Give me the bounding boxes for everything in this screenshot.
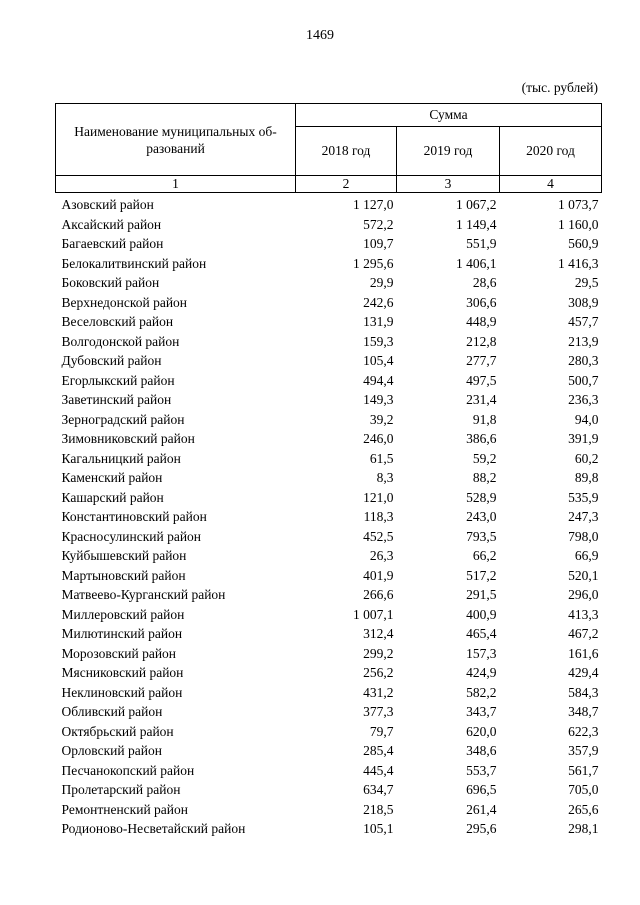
value-2019: 553,7	[466, 762, 497, 778]
value-2020: 236,3	[568, 392, 599, 407]
district-name: Боковский район	[61, 275, 160, 290]
district-name: Зерноградский район	[61, 411, 185, 427]
value-2018: 109,7	[363, 236, 394, 251]
value-2020: 622,3	[568, 723, 599, 739]
value-2019: 1 406,1	[456, 255, 497, 271]
column-number-2: 2	[296, 176, 397, 193]
value-2019: 261,4	[466, 801, 497, 817]
value-2019: 582,2	[466, 684, 497, 700]
value-2019: 343,7	[466, 704, 497, 719]
value-2020: 1 073,7	[558, 197, 599, 212]
table-row	[56, 702, 602, 722]
district-name: Кашарский район	[61, 489, 164, 505]
value-2018: 377,3	[363, 704, 394, 719]
district-name: Обливский район	[61, 704, 163, 719]
value-2020: 161,6	[568, 645, 599, 661]
district-name: Зимовниковский район	[61, 431, 195, 446]
district-name: Верхнедонской район	[61, 294, 188, 310]
value-2018: 285,4	[363, 743, 394, 758]
value-2020: 357,9	[568, 743, 599, 758]
column-number-4: 4	[500, 176, 602, 193]
value-2020: 500,7	[568, 372, 599, 388]
value-2018: 242,6	[363, 294, 394, 310]
header-year-2020: 2020 год	[500, 127, 602, 176]
value-2019: 551,9	[466, 236, 497, 251]
value-2019: 157,3	[466, 645, 497, 661]
page-number: 1469	[306, 28, 334, 43]
district-name: Матвеево-Курганский район	[61, 587, 226, 602]
value-2018: 431,2	[363, 684, 394, 700]
table-row	[56, 332, 602, 352]
table-row	[56, 488, 602, 508]
value-2018: 299,2	[363, 645, 394, 661]
district-name: Неклиновский район	[61, 684, 183, 700]
value-2020: 413,3	[568, 606, 599, 622]
budget-table	[55, 103, 602, 839]
value-2020: 265,6	[568, 801, 599, 817]
value-2018: 256,2	[363, 665, 394, 680]
value-2019: 59,2	[472, 450, 497, 466]
value-2018: 79,7	[369, 723, 394, 739]
value-2018: 401,9	[363, 567, 394, 583]
value-2019: 295,6	[466, 821, 497, 836]
table-row	[56, 663, 602, 683]
value-2020: 296,0	[568, 587, 599, 602]
value-2019: 528,9	[466, 489, 497, 505]
header-year-2018: 2018 год	[296, 127, 397, 176]
table-row	[56, 390, 602, 410]
value-2019: 1 149,4	[456, 216, 497, 232]
table-row	[56, 273, 602, 293]
table-row	[56, 605, 602, 625]
column-number-3: 3	[397, 176, 500, 193]
value-2018: 8,3	[376, 470, 394, 485]
table-row	[56, 410, 602, 430]
value-2020: 247,3	[568, 509, 599, 524]
value-2019: 91,8	[472, 411, 497, 427]
table-header	[56, 104, 602, 193]
value-2020: 561,7	[568, 762, 599, 778]
table-row	[56, 312, 602, 332]
district-name: Мясниковский район	[61, 665, 184, 680]
header-name: Наименование муниципальных об-разований	[56, 104, 296, 176]
value-2020: 467,2	[568, 626, 599, 641]
value-2020: 298,1	[568, 821, 599, 836]
table-row	[56, 780, 602, 800]
value-2018: 118,3	[363, 509, 394, 524]
value-2019: 348,6	[466, 743, 497, 758]
value-2018: 1 007,1	[353, 606, 394, 622]
table-row	[56, 800, 602, 820]
table-row	[56, 371, 602, 391]
value-2020: 1 160,0	[558, 216, 599, 232]
value-2018: 312,4	[363, 626, 394, 641]
district-name: Дубовский район	[61, 353, 162, 368]
district-name: Азовский район	[61, 197, 154, 212]
value-2020: 60,2	[574, 450, 599, 466]
value-2018: 218,5	[363, 801, 394, 817]
table-row	[56, 351, 602, 371]
district-name: Орловский район	[61, 743, 162, 758]
value-2020: 66,9	[574, 548, 599, 563]
value-2018: 266,6	[363, 587, 394, 602]
value-2019: 696,5	[466, 782, 497, 797]
district-name: Октябрьский район	[61, 723, 174, 739]
value-2019: 66,2	[472, 548, 497, 563]
value-2020: 89,8	[574, 470, 599, 485]
value-2019: 277,7	[466, 353, 497, 368]
district-name: Ремонтненский район	[61, 801, 188, 817]
district-name: Белокалитвинский район	[61, 255, 207, 271]
district-name: Аксайский район	[61, 216, 162, 232]
value-2020: 308,9	[568, 294, 599, 310]
value-2019: 448,9	[466, 314, 497, 329]
table-row	[56, 234, 602, 254]
value-2018: 149,3	[363, 392, 394, 407]
district-name: Морозовский район	[61, 645, 177, 661]
district-name: Багаевский район	[61, 236, 164, 251]
value-2019: 465,4	[466, 626, 497, 641]
district-name: Милютинский район	[61, 626, 183, 641]
value-2019: 793,5	[466, 528, 497, 544]
table-row	[56, 819, 602, 839]
units-label: (тыс. рублей)	[521, 80, 598, 95]
value-2018: 159,3	[363, 333, 394, 349]
value-2018: 61,5	[369, 450, 394, 466]
table-row	[56, 644, 602, 664]
value-2019: 1 067,2	[456, 197, 497, 212]
value-2018: 494,4	[363, 372, 394, 388]
value-2019: 517,2	[466, 567, 497, 583]
district-name: Волгодонской район	[61, 333, 180, 349]
table-row	[56, 468, 602, 488]
district-name: Каменский район	[61, 470, 163, 485]
value-2018: 452,5	[363, 528, 394, 544]
table-row	[56, 507, 602, 527]
value-2020: 348,7	[568, 704, 599, 719]
table-row	[56, 293, 602, 313]
value-2018: 29,9	[369, 275, 394, 290]
table-row	[56, 429, 602, 449]
district-name: Куйбышевский район	[61, 548, 187, 563]
district-name: Егорлыкский район	[61, 372, 175, 388]
value-2019: 497,5	[466, 372, 497, 388]
value-2020: 429,4	[568, 665, 599, 680]
value-2019: 28,6	[472, 275, 497, 290]
table-row	[56, 215, 602, 235]
column-number-1: 1	[56, 176, 296, 193]
value-2020: 29,5	[574, 275, 599, 290]
value-2019: 231,4	[466, 392, 497, 407]
value-2019: 400,9	[466, 606, 497, 622]
value-2019: 243,0	[466, 509, 497, 524]
value-2020: 94,0	[574, 411, 599, 427]
value-2018: 572,2	[363, 216, 394, 232]
value-2020: 584,3	[568, 684, 599, 700]
value-2020: 520,1	[568, 567, 599, 583]
district-name: Красносулинский район	[61, 528, 202, 544]
table-body	[56, 193, 602, 839]
district-name: Миллеровский район	[61, 606, 185, 622]
value-2019: 620,0	[466, 723, 497, 739]
value-2019: 386,6	[466, 431, 497, 446]
value-2019: 291,5	[466, 587, 497, 602]
district-name: Веселовский район	[61, 314, 174, 329]
value-2018: 445,4	[363, 762, 394, 778]
value-2020: 798,0	[568, 528, 599, 544]
table-row	[56, 761, 602, 781]
value-2018: 39,2	[369, 411, 394, 427]
district-name: Заветинский район	[61, 392, 172, 407]
value-2020: 560,9	[568, 236, 599, 251]
value-2020: 535,9	[568, 489, 599, 505]
value-2018: 131,9	[363, 314, 394, 329]
table-row	[56, 546, 602, 566]
table-row	[56, 449, 602, 469]
value-2018: 121,0	[363, 489, 394, 505]
value-2018: 105,4	[363, 353, 394, 368]
value-2020: 213,9	[568, 333, 599, 349]
value-2018: 105,1	[363, 821, 394, 836]
value-2020: 391,9	[568, 431, 599, 446]
table-row	[56, 527, 602, 547]
value-2018: 246,0	[363, 431, 394, 446]
value-2018: 1 295,6	[353, 255, 394, 271]
value-2020: 280,3	[568, 353, 599, 368]
value-2020: 457,7	[568, 314, 599, 329]
value-2019: 306,6	[466, 294, 497, 310]
value-2018: 634,7	[363, 782, 394, 797]
table-row	[56, 566, 602, 586]
district-name: Пролетарский район	[61, 782, 181, 797]
table-row	[56, 722, 602, 742]
district-name: Родионово-Несветайский район	[61, 821, 246, 836]
district-name: Песчанокопский район	[61, 762, 195, 778]
district-name: Константиновский район	[61, 509, 207, 524]
table-row	[56, 193, 602, 215]
value-2020: 705,0	[568, 782, 599, 797]
value-2020: 1 416,3	[558, 255, 599, 271]
value-2019: 88,2	[472, 470, 497, 485]
header-sum: Сумма	[296, 104, 602, 127]
value-2019: 212,8	[466, 333, 497, 349]
value-2018: 1 127,0	[353, 197, 394, 212]
header-year-2019: 2019 год	[397, 127, 500, 176]
table-row	[56, 683, 602, 703]
table-row	[56, 254, 602, 274]
district-name: Мартыновский район	[61, 567, 186, 583]
table-row	[56, 585, 602, 605]
value-2018: 26,3	[369, 548, 394, 563]
table-row	[56, 624, 602, 644]
table-row	[56, 741, 602, 761]
district-name: Кагальницкий район	[61, 450, 181, 466]
value-2019: 424,9	[466, 665, 497, 680]
